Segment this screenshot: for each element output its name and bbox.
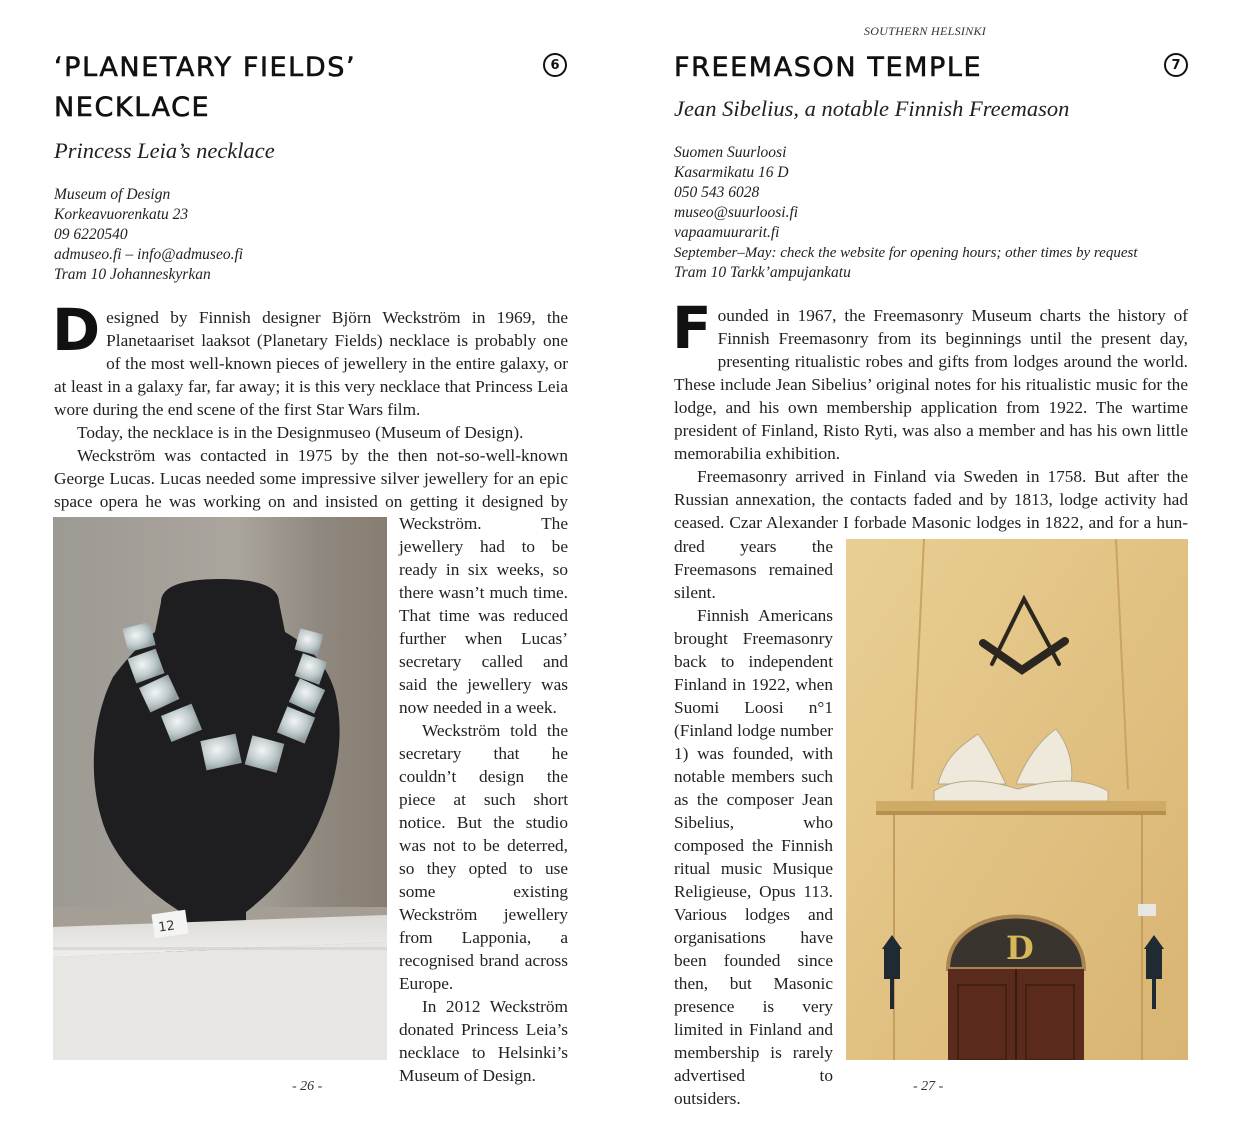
body-paragraph: In 2012 Weckström donated Princess Leia’s necklace to Helsinki’s Museum of Design. — [399, 997, 568, 1085]
drop-cap: D — [52, 296, 101, 364]
exhibit-label-number: 12 — [157, 918, 176, 936]
necklace-photo — [53, 517, 387, 1060]
venue-phone: 050 543 6028 — [674, 184, 760, 201]
entry-number-badge — [543, 53, 567, 77]
body-paragraph: Finnish Americans brought Freemasonry back to independent Finland in 1922, when Suomi Loosi n°1 (Finland lodge number 1) was founded, with notable members such as the composer Jean Sibelius, who composed the Finnish ritual music Musique Religieuse, Opus 113. Various lodges and organisations have been founded since then, but Masonic presence is very limited in Finland and membership is rarely advertised to outsiders. — [674, 606, 833, 1108]
venue-address: Kasarmikatu 16 D — [674, 164, 789, 181]
venue-transport: Tram 10 Johanneskyrkan — [54, 266, 211, 283]
running-header: SOUTHERN HELSINKI — [864, 24, 987, 38]
venue-address: Korkeavuorenkatu 23 — [54, 206, 189, 223]
entry-title-line: ‘PLANETARY FIELDS’ — [54, 52, 357, 83]
page-number-left: - 26 - — [292, 1079, 323, 1094]
body-paragraph: Weckström. The jewellery had to be ready in six weeks, so there wasn’t much time. That time was reduced further when Lucas’ secretary called and said the jewellery was now needed in a week. — [399, 514, 568, 717]
paragraph-text: esigned by Finnish designer Björn Weckström in 1969, the Planetaariset laaksot (Planetary Fields) necklace is probably one of the most well-known pieces of jewellery in the entire galaxy, or at least in a galaxy far, far away; it is this very necklace that Princess Leia wore during the end scene of the first Star Wars film. — [54, 308, 568, 419]
entry-subtitle: Princess Leia’s necklace — [54, 138, 275, 163]
page-number-right: - 27 - — [913, 1079, 944, 1094]
door-letter: D — [1006, 929, 1034, 967]
venue-web-email: admuseo.fi – info@admuseo.fi — [54, 246, 244, 263]
entry-title-line: NECKLACE — [54, 92, 211, 123]
entry-number-badge — [1164, 53, 1188, 77]
freemason-temple-photo-image — [846, 539, 1188, 1060]
entry-body-wide — [672, 294, 1188, 534]
entry-info-block — [674, 143, 1138, 283]
body-paragraph: Freemasonry arrived in Finland via Sweden in 1758. But after the Russian annexation, the contacts faded and by 1813, lodge activity had ceased. Czar Alexander I forbade Masonic lodges in 1822, and for a hun- — [674, 467, 1188, 532]
entry-body-narrow — [399, 512, 568, 1087]
entry-subtitle: Jean Sibelius, a notable Finnish Freemason — [674, 96, 1070, 121]
cornice — [876, 801, 1166, 811]
venue-phone: 09 6220540 — [54, 226, 128, 243]
venue-opening-hours: September–May: check the website for opening hours; other times by request — [674, 245, 1138, 261]
venue-website: vapaamuurarit.fi — [674, 224, 780, 241]
entry-number: 7 — [1171, 57, 1181, 73]
body-paragraph: dred years the Freemasons remained silent. — [674, 537, 833, 602]
venue-name: Museum of Design — [54, 186, 171, 203]
venue-name: Suomen Suurloosi — [674, 144, 787, 161]
body-paragraph: Weckström told the secretary that he couldn’t design the piece at such short notice. But the studio was not to be deterred, so they opted to use some existing Weckström jewellery from Lapponia, a recognised brand across Europe. — [399, 721, 568, 993]
drop-cap: F — [672, 294, 712, 362]
necklace-photo-image — [53, 517, 387, 1060]
freemason-temple-photo — [846, 539, 1188, 1060]
entry-body-narrow — [674, 535, 833, 1110]
entry-title: FREEMASON TEMPLE — [674, 52, 983, 83]
entry-title — [54, 48, 356, 128]
venue-email: museo@suurloosi.fi — [674, 204, 799, 221]
venue-transport: Tram 10 Tarkk’ampujankatu — [674, 264, 851, 281]
paragraph-text: ounded in 1967, the Freemasonry Museum charts the history of Finnish Freemasonry from its beginnings until the present day, presenting ritualistic robes and gifts from lodges around the world. These include Jean Sibelius’ original notes for his ritualistic music for the lodge, and his own membership application from 1922. The wartime president of Finland, Risto Ryti, was also a member and has his own little memorabilia exhibition. — [674, 306, 1188, 463]
body-paragraph — [672, 294, 1188, 465]
entry-number: 6 — [550, 57, 560, 73]
entry-info-block — [54, 185, 243, 285]
entry-body-wide — [52, 296, 568, 513]
body-paragraph: Today, the necklace is in the Designmuseo (Museum of Design). — [77, 423, 524, 442]
body-paragraph: Weckström was contacted in 1975 by the then not-so-well-known George Lucas. Lucas needed some impressive silver jewellery for an epic space opera he was working on and insisted on getting it designed by — [54, 446, 568, 511]
body-paragraph — [52, 296, 568, 421]
